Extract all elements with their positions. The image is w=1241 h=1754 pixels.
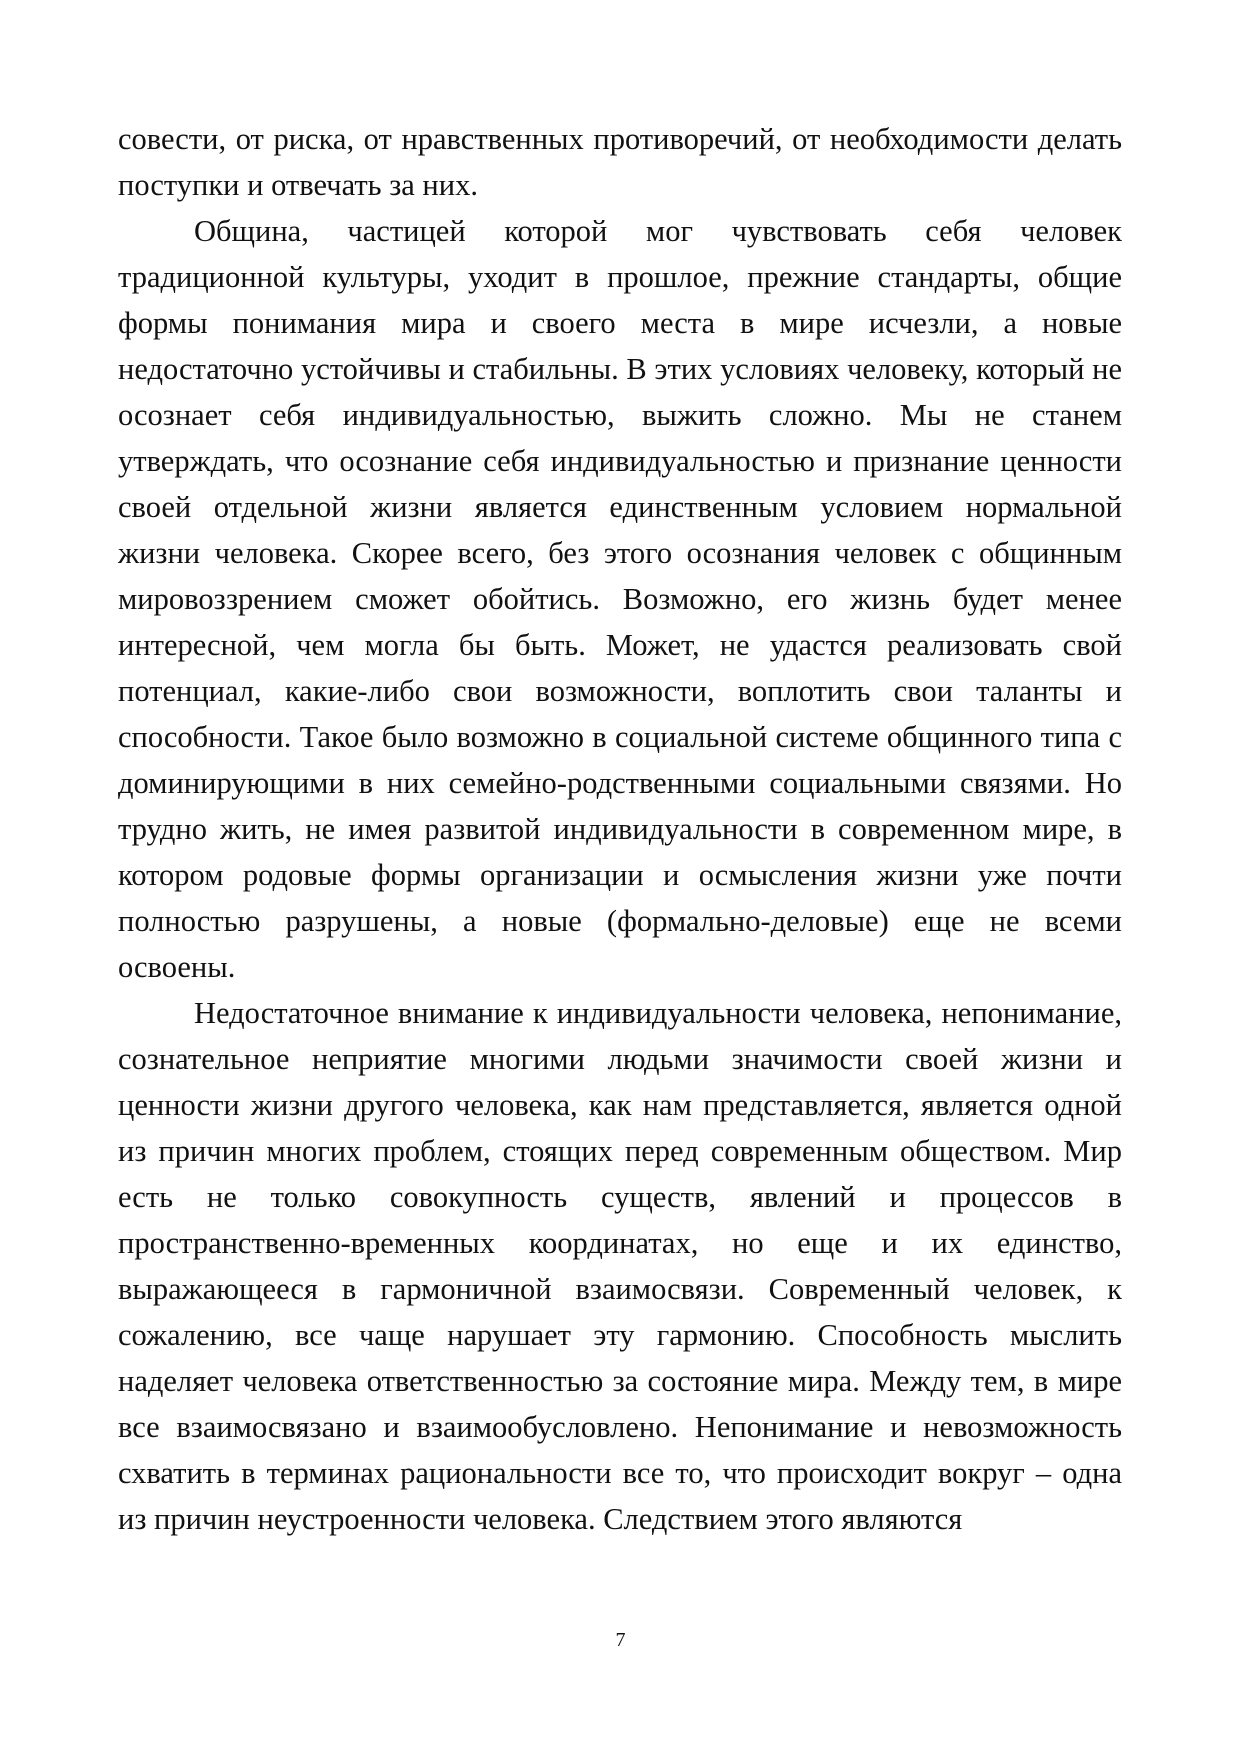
document-body [118,116,1122,1542]
paragraph-continuation: совести, от риска, от нравственных противоречий, от необходимости делать поступки и отвечать за них. [118,122,1122,202]
paragraph-individuality: Недостаточное внимание к индивидуальности человека, непонимание, сознательное неприятие многими людьми значимости своей жизни и ценности жизни другого человека, как нам представляется, является одной из причин многих проблем, стоящих перед современным обществом. Мир есть не только совокупность существ, явлений и процессов в пространственно-временных координатах, но еще и их единство, выражающееся в гармоничной взаимосвязи. Современный человек, к сожалению, все чаще нарушает эту гармонию. Способность мыслить наделяет человека ответственностью за состояние мира. Между тем, в мире все взаимосвязано и взаимообусловлено. Непонимание и невозможность схватить в терминах рациональности все то, что происходит вокруг – одна из причин неустроенности человека. Следствием этого являются [118,996,1122,1536]
paragraph-community: Община, частицей которой мог чувствовать себя человек традиционной культуры, уходит в прошлое, прежние стандарты, общие формы понимания мира и своего места в мире исчезли, а новые недостаточно устойчивы и стабильны. В этих условиях человеку, который не осознает себя индивидуальностью, выжить сложно. Мы не станем утверждать, что осознание себя индивидуальностью и признание ценности своей отдельной жизни является единственным условием нормальной жизни человека. Скорее всего, без этого осознания человек с общинным мировоззрением сможет обойтись. Возможно, его жизнь будет менее интересной, чем могла бы быть. Может, не удастся реализовать свой потенциал, какие-либо свои возможности, воплотить свои таланты и способности. Такое было возможно в социальной системе общинного типа с доминирующими в них семейно-родственными социальными связями. Но трудно жить, не имея развитой индивидуальности в современном мире, в котором родовые формы организации и осмысления жизни уже почти полностью разрушены, а новые (формально-деловые) еще не всеми освоены. [118,214,1122,984]
page-number: 7 [615,1629,626,1651]
